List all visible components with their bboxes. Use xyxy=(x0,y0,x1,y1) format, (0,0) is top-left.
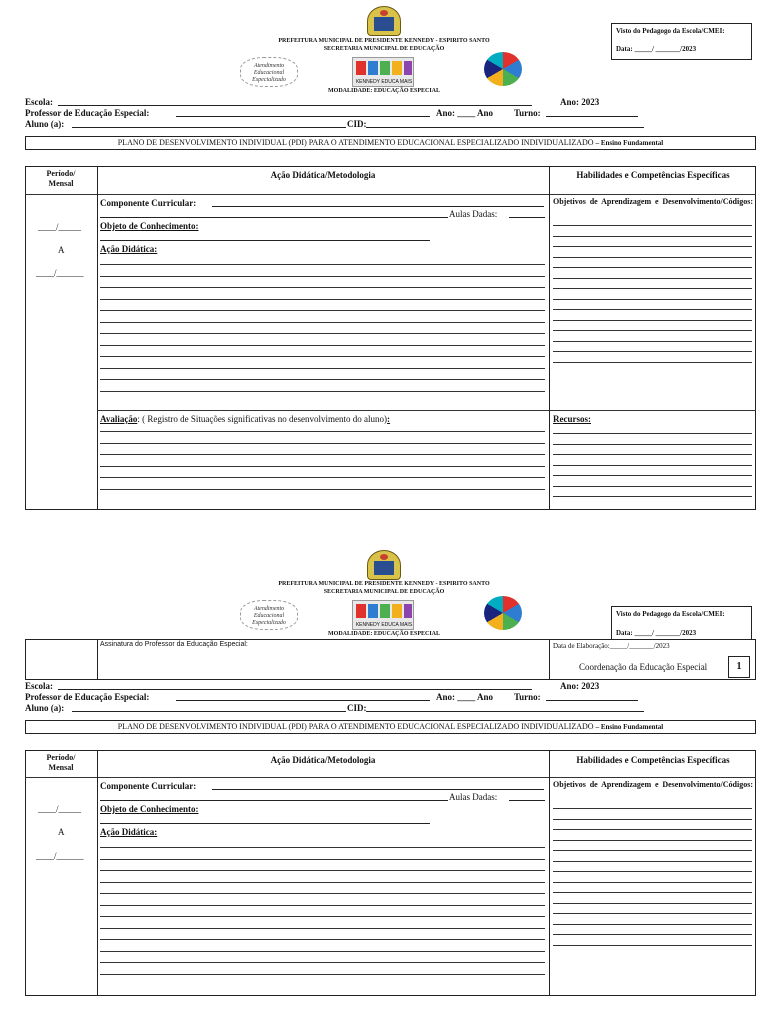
writing-line[interactable] xyxy=(553,351,752,352)
recursos-label: Recursos: xyxy=(553,414,591,424)
avaliacao-label: Avaliação xyxy=(100,414,138,424)
writing-line[interactable] xyxy=(553,840,752,841)
header-line-1: PREFEITURA MUNICIPAL DE PRESIDENTE KENNEDY - ESPIRITO SANTO xyxy=(278,38,490,44)
visto-pedagogo-box xyxy=(611,23,752,60)
aulas-label: Aulas Dadas: xyxy=(449,792,498,802)
writing-line[interactable] xyxy=(100,962,545,963)
writing-line[interactable] xyxy=(553,454,752,455)
plan-title-suffix: – Ensino Fundamental xyxy=(595,723,664,731)
writing-line[interactable] xyxy=(553,465,752,466)
writing-line[interactable] xyxy=(100,299,545,300)
header-line-2: SECRETARIA MUNICIPAL DE EDUCAÇÃO xyxy=(323,46,445,52)
writing-line[interactable] xyxy=(553,913,752,914)
col-periodo: Período/ Mensal xyxy=(46,169,76,188)
escola-line[interactable] xyxy=(58,105,532,106)
ano-label: Ano: ____ Ano xyxy=(436,108,494,118)
professor-label: Professor de Educação Especial: xyxy=(25,108,150,118)
componente-line[interactable] xyxy=(212,789,544,790)
professor-line[interactable] xyxy=(176,116,430,117)
plan-title-box xyxy=(25,720,756,734)
componente-label: Componente Curricular: xyxy=(100,781,197,791)
writing-line[interactable] xyxy=(553,225,752,226)
writing-line[interactable] xyxy=(100,928,545,929)
objeto-line[interactable] xyxy=(100,240,430,241)
cid-label: CID: xyxy=(347,119,367,129)
turno-line[interactable] xyxy=(546,116,638,117)
writing-line[interactable] xyxy=(100,333,545,334)
writing-line[interactable] xyxy=(553,330,752,331)
writing-line[interactable] xyxy=(100,477,545,478)
col-acao: Ação Didática/Metodologia xyxy=(270,755,376,765)
writing-line[interactable] xyxy=(100,391,545,392)
ano-label: Ano: ____ Ano xyxy=(436,692,494,702)
cid-line[interactable] xyxy=(366,127,644,128)
cid-line[interactable] xyxy=(366,711,644,712)
writing-line[interactable] xyxy=(553,850,752,851)
aee-logo xyxy=(240,57,298,87)
writing-line[interactable] xyxy=(553,257,752,258)
aee-logo-text: Atendimento Educacional Especializado xyxy=(252,606,286,626)
ano-letivo: Ano: 2023 xyxy=(560,681,600,691)
plan-title: PLANO DE DESENVOLVIMENTO INDIVIDUAL (PDI) PARA O ATENDIMENTO EDUCACIONAL ESPECIALIZADO INDIVIDUALIZADO xyxy=(117,722,594,731)
aluno-line[interactable] xyxy=(72,127,346,128)
writing-line[interactable] xyxy=(100,951,545,952)
aee-logo xyxy=(240,600,298,630)
kennedy-educa-logo xyxy=(352,600,414,630)
writing-line[interactable] xyxy=(100,916,545,917)
objetivos-label: Objetivos de Aprendizagem e Desenvolvimento/Códigos: xyxy=(553,780,753,789)
kennedy-educa-logo xyxy=(352,57,414,87)
plan-title: PLANO DE DESENVOLVIMENTO INDIVIDUAL (PDI) PARA O ATENDIMENTO EDUCACIONAL ESPECIALIZADO INDIVIDUALIZADO xyxy=(117,138,594,147)
objetivos-label: Objetivos de Aprendizagem e Desenvolvimento/Códigos: xyxy=(553,197,753,206)
objeto-label: Objeto de Conhecimento: xyxy=(100,221,199,231)
aluno-label: Aluno (a): xyxy=(25,119,65,129)
writing-line[interactable] xyxy=(553,871,752,872)
colorful-wheel-logo xyxy=(484,52,522,86)
writing-line[interactable] xyxy=(100,882,545,883)
visto-title: Visto do Pedagogo da Escola/CMEI: xyxy=(616,610,725,618)
writing-line[interactable] xyxy=(100,905,545,906)
writing-line[interactable] xyxy=(553,341,752,342)
municipal-seal xyxy=(367,6,401,36)
writing-line[interactable] xyxy=(553,496,752,497)
writing-line[interactable] xyxy=(100,939,545,940)
objeto-label: Objeto de Conhecimento: xyxy=(100,804,199,814)
cid-label: CID: xyxy=(347,703,367,713)
writing-line[interactable] xyxy=(100,443,545,444)
writing-line[interactable] xyxy=(553,288,752,289)
writing-line[interactable] xyxy=(100,287,545,288)
writing-line[interactable] xyxy=(100,859,545,860)
writing-line[interactable] xyxy=(553,934,752,935)
writing-line[interactable] xyxy=(100,870,545,871)
writing-line[interactable] xyxy=(100,893,545,894)
writing-line[interactable] xyxy=(553,309,752,310)
visto-pedagogo-box xyxy=(611,606,752,640)
avaliacao-end: : xyxy=(387,414,391,424)
colorful-wheel-logo xyxy=(484,596,522,630)
componente-line[interactable] xyxy=(212,206,544,207)
header-line-2: SECRETARIA MUNICIPAL DE EDUCAÇÃO xyxy=(323,589,445,595)
col-acao: Ação Didática/Metodologia xyxy=(270,170,376,180)
acao-label: Ação Didática: xyxy=(100,244,158,254)
writing-line[interactable] xyxy=(553,882,752,883)
periodo-start[interactable]: ____/_____ xyxy=(38,222,82,232)
writing-line[interactable] xyxy=(553,278,752,279)
turno-line[interactable] xyxy=(546,700,638,701)
assinatura-label[interactable]: Assinatura do Professor da Educação Especial: xyxy=(100,641,248,648)
writing-line[interactable] xyxy=(100,466,545,467)
periodo-a: A xyxy=(58,245,65,255)
writing-line[interactable] xyxy=(100,974,545,975)
col-habilidades: Habilidades e Competências Específicas xyxy=(576,170,730,180)
data-elaboracao[interactable]: Data de Elaboração:_____/_______/2023 xyxy=(553,642,670,650)
periodo-start[interactable]: ____/_____ xyxy=(38,804,82,814)
writing-line[interactable] xyxy=(553,444,752,445)
ano-letivo: Ano: 2023 xyxy=(560,97,600,107)
periodo-a: A xyxy=(58,827,65,837)
writing-line[interactable] xyxy=(100,310,545,311)
writing-line[interactable] xyxy=(553,819,752,820)
escola-line[interactable] xyxy=(58,689,532,690)
writing-line[interactable] xyxy=(553,924,752,925)
aulas-line[interactable] xyxy=(509,217,545,218)
col-periodo: Período/ Mensal xyxy=(46,753,76,772)
writing-line[interactable] xyxy=(100,345,545,346)
objeto-line[interactable] xyxy=(100,823,430,824)
avaliacao-row xyxy=(100,414,390,424)
col-habilidades: Habilidades e Competências Específicas xyxy=(576,755,730,765)
writing-line[interactable] xyxy=(553,320,752,321)
municipal-seal xyxy=(367,550,401,580)
writing-line[interactable] xyxy=(100,264,545,265)
writing-line[interactable] xyxy=(553,299,752,300)
writing-line[interactable] xyxy=(553,475,752,476)
writing-line[interactable] xyxy=(100,847,545,848)
professor-line[interactable] xyxy=(176,700,430,701)
turno-label: Turno: xyxy=(514,108,541,118)
plan-title-box xyxy=(25,136,756,150)
periodo-end[interactable]: ____/______ xyxy=(36,268,84,278)
visto-data: Data: _____/ _______/2023 xyxy=(616,629,697,637)
writing-line[interactable] xyxy=(553,808,752,809)
aluno-label: Aluno (a): xyxy=(25,703,65,713)
writing-line[interactable] xyxy=(100,368,545,369)
writing-line[interactable] xyxy=(553,892,752,893)
aulas-line[interactable] xyxy=(509,800,545,801)
professor-label: Professor de Educação Especial: xyxy=(25,692,150,702)
writing-line[interactable] xyxy=(553,903,752,904)
writing-line[interactable] xyxy=(100,356,545,357)
page-number: 1 xyxy=(728,656,750,678)
writing-line[interactable] xyxy=(553,945,752,946)
visto-data: Data: _____/ _______/2023 xyxy=(616,45,697,53)
writing-line[interactable] xyxy=(553,246,752,247)
turno-label: Turno: xyxy=(514,692,541,702)
writing-line[interactable] xyxy=(553,236,752,237)
aulas-label: Aulas Dadas: xyxy=(449,209,498,219)
periodo-end[interactable]: ____/______ xyxy=(36,851,84,861)
aluno-line[interactable] xyxy=(72,711,346,712)
escola-label: Escola: xyxy=(25,681,53,691)
visto-title: Visto do Pedagogo da Escola/CMEI: xyxy=(616,27,725,35)
writing-line[interactable] xyxy=(553,362,752,363)
header-line-3: MODALIDADE: EDUCAÇÃO ESPECIAL xyxy=(327,631,440,637)
coordenacao-label: Coordenação da Educação Especial xyxy=(579,662,708,672)
header-line-1: PREFEITURA MUNICIPAL DE PRESIDENTE KENNEDY - ESPIRITO SANTO xyxy=(278,581,490,587)
aee-logo-text: Atendimento Educacional Especializado xyxy=(252,63,286,83)
plan-title-suffix: – Ensino Fundamental xyxy=(595,139,664,147)
avaliacao-text: : ( Registro de Situações significativas no desenvolvimento do aluno) xyxy=(137,414,388,424)
writing-line[interactable] xyxy=(553,486,752,487)
writing-line[interactable] xyxy=(553,433,752,434)
writing-line[interactable] xyxy=(553,267,752,268)
writing-line[interactable] xyxy=(553,829,752,830)
writing-line[interactable] xyxy=(100,379,545,380)
escola-label: Escola: xyxy=(25,97,53,107)
kennedy-educa-text: KENNEDY EDUCA MAIS xyxy=(355,622,413,628)
writing-line[interactable] xyxy=(100,276,545,277)
writing-line[interactable] xyxy=(100,322,545,323)
writing-line[interactable] xyxy=(100,431,545,432)
writing-line[interactable] xyxy=(100,454,545,455)
kennedy-educa-text: KENNEDY EDUCA MAIS xyxy=(355,79,413,85)
header-line-3: MODALIDADE: EDUCAÇÃO ESPECIAL xyxy=(327,88,440,94)
acao-label: Ação Didática: xyxy=(100,827,158,837)
writing-line[interactable] xyxy=(100,489,545,490)
componente-label: Componente Curricular: xyxy=(100,198,197,208)
writing-line[interactable] xyxy=(553,861,752,862)
